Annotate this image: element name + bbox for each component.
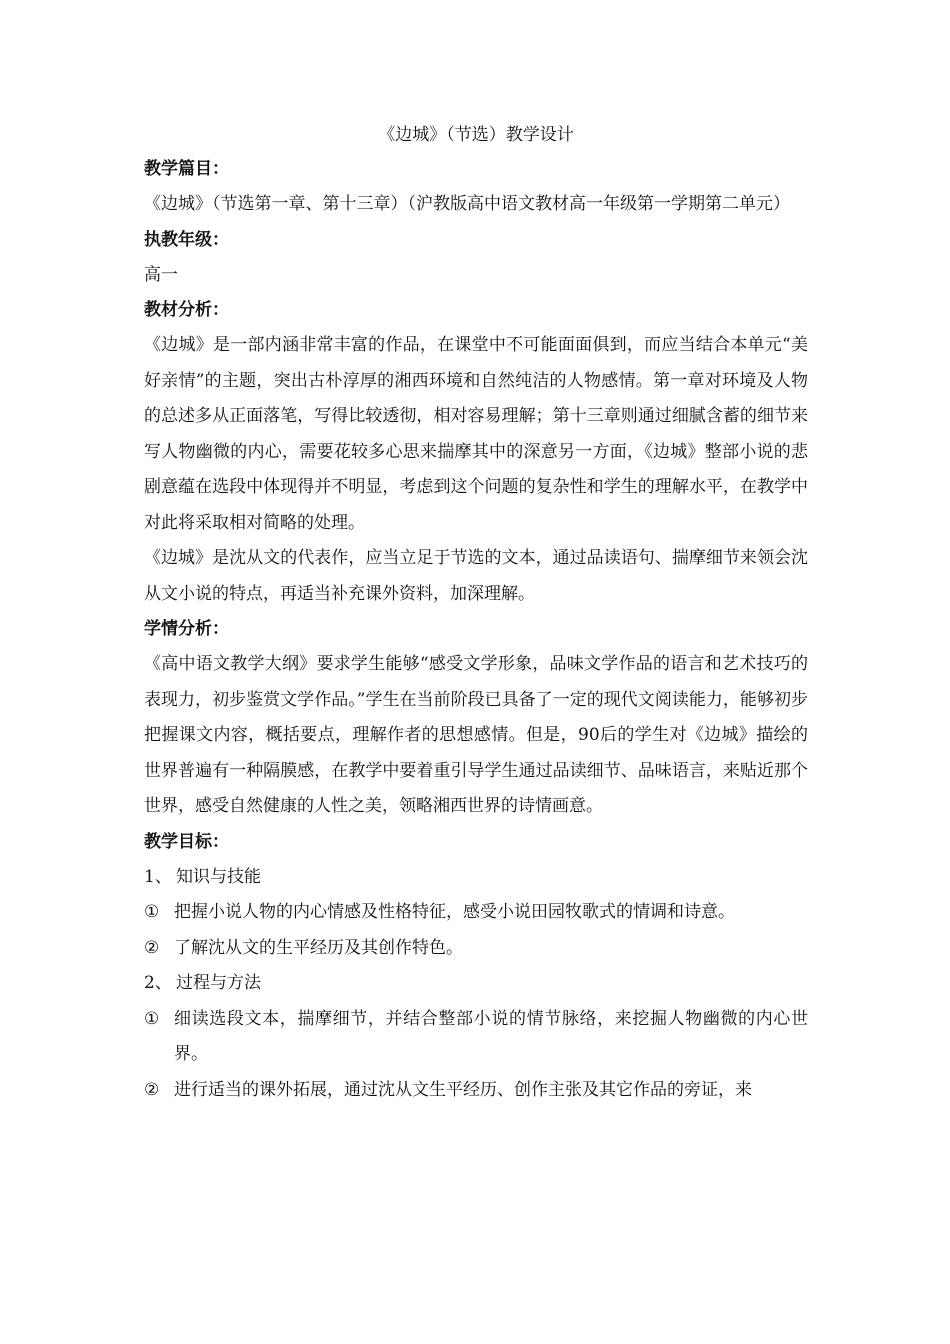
goal-group-1 xyxy=(144,860,808,896)
goal-item-text: 细读选段文本，揣摩细节，并结合整部小说的情节脉络，来挖掘人物幽微的内心世界。 xyxy=(174,1008,808,1064)
goal-group-2 xyxy=(144,966,808,1002)
grade-text: 高一 xyxy=(144,264,178,285)
document-page xyxy=(144,118,808,1108)
goal-item xyxy=(144,1073,808,1109)
goal-item xyxy=(144,931,808,967)
goal-item xyxy=(144,895,808,931)
topic-text: 《边城》（节选第一章、第十三章）（沪教版高中语文教材高一年级第一学期第二单元） xyxy=(144,194,790,214)
goal-item-number: ① xyxy=(144,902,160,922)
goal-group-1-label: 知识与技能 xyxy=(176,866,261,887)
material-paragraph-2: 《边城》是沈从文的代表作，应当立足于节选的文本，通过品读语句、揣摩细节来领会沈从文小说的特点，再适当补充课外资料，加深理解。 xyxy=(144,548,808,604)
goal-item-text: 了解沈从文的生平经历及其创作特色。 xyxy=(174,937,463,958)
topic-heading: 教学篇目： xyxy=(144,159,229,179)
goal-item-number: ② xyxy=(144,1079,160,1100)
goal-item-number: ① xyxy=(144,1008,160,1029)
document-title: 《边城》（节选）教学设计 xyxy=(378,125,574,145)
grade-heading: 执教年级： xyxy=(144,229,229,250)
material-heading: 教材分析： xyxy=(144,300,229,320)
goal-item-text: 把握小说人物的内心情感及性格特征，感受小说田园牧歌式的情调和诗意。 xyxy=(174,902,735,922)
goal-item xyxy=(144,1002,808,1073)
goal-group-2-label: 过程与方法 xyxy=(176,973,261,993)
goals-heading: 教学目标： xyxy=(144,831,229,852)
goal-group-2-number: 2、 xyxy=(144,973,172,993)
goal-item-number: ② xyxy=(144,937,160,958)
goal-group-1-number: 1、 xyxy=(144,866,172,887)
material-paragraph-1: 《边城》是一部内涵非常丰富的作品，在课堂中不可能面面俱到，而应当结合本单元“美好亲情”的主题，突出古朴淳厚的湘西环境和自然纯洁的人物感情。第一章对环境及人物的总述多从正面落笔，写得比较透彻，相对容易理解；第十三章则通过细腻含蓄的细节来写人物幽微的内心，需要花较多心思来揣摩其中的深意另一方面，《边城》整部小说的悲剧意蕴在选段中体现得并不明显，考虑到这个问题的复杂性和学生的理解水平，在教学中对此将采取相对简略的处理。 xyxy=(144,335,808,533)
students-paragraph: 《高中语文教学大纲》要求学生能够“感受文学形象，品味文学作品的语言和艺术技巧的表现力，初步鉴赏文学作品。”学生在当前阶段已具备了一定的现代文阅读能力，能够初步把握课文内容，概括要点，理解作者的思想感情。但是，90后的学生对《边城》描绘的世界普遍有一种隔膜感，在教学中要着重引导学生通过品读细节、品味语言，来贴近那个世界，感受自然健康的人性之美，领略湘西世界的诗情画意。 xyxy=(144,654,808,816)
goal-item-text: 进行适当的课外拓展，通过沈从文生平经历、创作主张及其它作品的旁证，来 xyxy=(174,1079,752,1100)
students-heading: 学情分析： xyxy=(144,619,229,639)
